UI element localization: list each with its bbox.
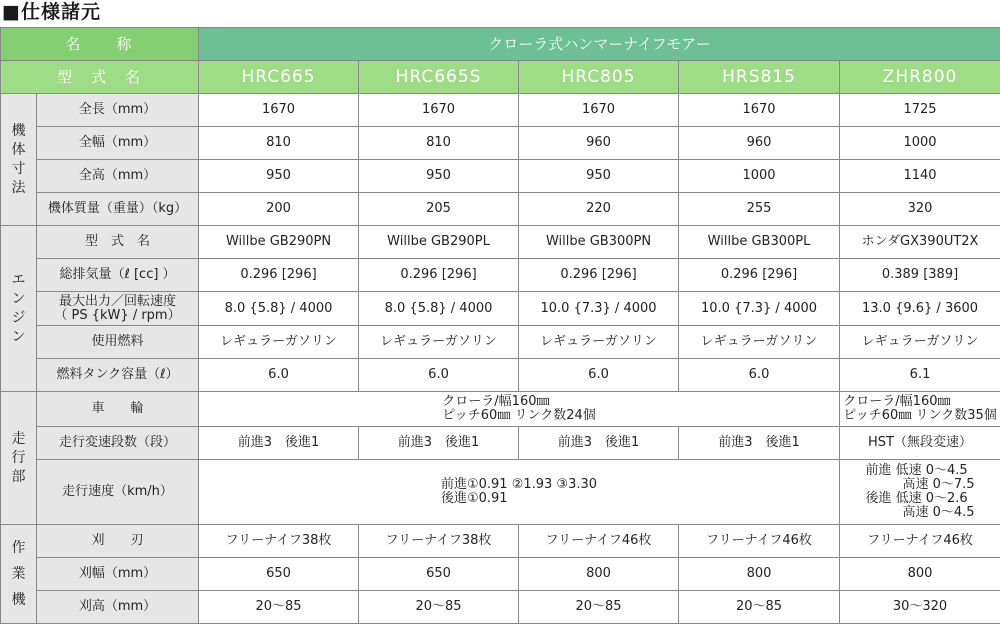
label-displacement: 総排気量（ℓ [cc] ）: [37, 259, 199, 292]
value-cell: 800: [679, 558, 840, 591]
row-gears: [1, 427, 1000, 460]
product-name: クローラ式ハンマーナイフモアー: [199, 28, 1000, 61]
label-cut-width: 刈幅（mm）: [37, 558, 199, 591]
value-cell: フリーナイフ46枚: [519, 525, 679, 558]
value-cell: 10.0 {7.3} / 4000: [679, 292, 840, 326]
value-cell: 200: [199, 193, 359, 226]
value-cell: 20～85: [519, 591, 679, 624]
model-zhr800: ZHR800: [840, 61, 1000, 94]
value-cell: 650: [199, 558, 359, 591]
label-power: 最大出力／回転速度 （ PS {kW} / rpm）: [37, 292, 199, 326]
row-power: [1, 292, 1000, 326]
value-cell: 10.0 {7.3} / 4000: [519, 292, 679, 326]
row-width: [1, 127, 1000, 160]
value-cell: 950: [199, 160, 359, 193]
value-cell: 6.0: [679, 359, 840, 392]
value-cell: 1670: [679, 94, 840, 127]
value-cell: 6.1: [840, 359, 1000, 392]
value-cell: 960: [519, 127, 679, 160]
value-cell: Willbe GB290PN: [199, 226, 359, 259]
value-cell: フリーナイフ38枚: [359, 525, 519, 558]
row-cut-width: [1, 558, 1000, 591]
value-cell: 320: [840, 193, 1000, 226]
value-cell: 8.0 {5.8} / 4000: [359, 292, 519, 326]
value-cell: 0.296 [296]: [679, 259, 840, 292]
value-cell-wheel-shared: クローラ/幅160㎜ ピッチ60㎜ リンク数24個: [199, 392, 840, 427]
row-length: [1, 94, 1000, 127]
value-cell: 0.296 [296]: [199, 259, 359, 292]
value-cell: 1000: [840, 127, 1000, 160]
row-blade: [1, 525, 1000, 558]
value-cell: 1140: [840, 160, 1000, 193]
label-mass: 機体質量（重量）（kg）: [37, 193, 199, 226]
row-engine-model: [1, 226, 1000, 259]
value-cell: 8.0 {5.8} / 4000: [199, 292, 359, 326]
value-cell: レギュラーガソリン: [840, 326, 1000, 359]
label-blade: 刈 刃: [37, 525, 199, 558]
label-speed: 走行速度（km/h）: [37, 460, 199, 525]
value-cell: 前進3 後進1: [199, 427, 359, 460]
section-work: 作業機: [1, 525, 37, 624]
value-cell: 960: [679, 127, 840, 160]
value-cell: フリーナイフ38枚: [199, 525, 359, 558]
label-height: 全高（mm）: [37, 160, 199, 193]
value-cell: 前進3 後進1: [519, 427, 679, 460]
name-row: [1, 28, 1000, 61]
model-header: 型 式 名: [1, 61, 199, 94]
value-cell: 800: [519, 558, 679, 591]
value-cell: 20～85: [679, 591, 840, 624]
row-displacement: [1, 259, 1000, 292]
value-cell: 1670: [519, 94, 679, 127]
value-cell: 前進3 後進1: [679, 427, 840, 460]
value-cell: 6.0: [519, 359, 679, 392]
value-cell: 810: [359, 127, 519, 160]
row-height: [1, 160, 1000, 193]
value-cell: 0.296 [296]: [519, 259, 679, 292]
value-cell-wheel-zhr: クローラ/幅160㎜ ピッチ60㎜ リンク数35個: [840, 392, 1000, 427]
value-cell: 6.0: [359, 359, 519, 392]
label-gears: 走行変速段数（段）: [37, 427, 199, 460]
label-length: 全長（mm）: [37, 94, 199, 127]
value-cell: 255: [679, 193, 840, 226]
model-hrs815: HRS815: [679, 61, 840, 94]
row-mass: [1, 193, 1000, 226]
value-cell-speed-zhr: 前進 低速 0～4.5 高速 0～7.5 後進 低速 0～2.6 高速 0～4.5: [840, 460, 1000, 525]
value-cell: 1725: [840, 94, 1000, 127]
model-hrc665: HRC665: [199, 61, 359, 94]
value-cell: 220: [519, 193, 679, 226]
value-cell: 205: [359, 193, 519, 226]
row-cut-height: [1, 591, 1000, 624]
label-engine-model: 型 式 名: [37, 226, 199, 259]
page-title: ■仕様諸元: [2, 1, 101, 23]
row-tank: [1, 359, 1000, 392]
value-cell: 前進3 後進1: [359, 427, 519, 460]
value-cell: レギュラーガソリン: [519, 326, 679, 359]
section-travel: 走行部: [1, 392, 37, 525]
value-cell: Willbe GB300PL: [679, 226, 840, 259]
value-cell: 810: [199, 127, 359, 160]
value-cell: HST（無段変速）: [840, 427, 1000, 460]
value-cell: 20～85: [359, 591, 519, 624]
value-cell: Willbe GB290PL: [359, 226, 519, 259]
label-width: 全幅（mm）: [37, 127, 199, 160]
value-cell: フリーナイフ46枚: [679, 525, 840, 558]
value-cell: 0.389 [389]: [840, 259, 1000, 292]
value-cell: ホンダGX390UT2X: [840, 226, 1000, 259]
value-cell: フリーナイフ46枚: [840, 525, 1000, 558]
value-cell: Willbe GB300PN: [519, 226, 679, 259]
value-cell: 0.296 [296]: [359, 259, 519, 292]
value-cell: 800: [840, 558, 1000, 591]
value-cell: 950: [519, 160, 679, 193]
section-engine: エンジン: [1, 226, 37, 392]
value-cell: 1000: [679, 160, 840, 193]
label-wheel: 車 輪: [37, 392, 199, 427]
value-cell: 6.0: [199, 359, 359, 392]
value-cell: 20～85: [199, 591, 359, 624]
value-cell-speed-shared: 前進①0.91 ②1.93 ③3.30 後進①0.91: [199, 460, 840, 525]
value-cell: 13.0 {9.6} / 3600: [840, 292, 1000, 326]
model-hrc665s: HRC665S: [359, 61, 519, 94]
row-fuel: [1, 326, 1000, 359]
label-fuel: 使用燃料: [37, 326, 199, 359]
value-cell: レギュラーガソリン: [199, 326, 359, 359]
section-body-dimensions: 機体寸法: [1, 94, 37, 226]
value-cell: 30～320: [840, 591, 1000, 624]
label-cut-height: 刈高（mm）: [37, 591, 199, 624]
label-tank: 燃料タンク容量（ℓ）: [37, 359, 199, 392]
value-cell: 650: [359, 558, 519, 591]
value-cell: 1670: [199, 94, 359, 127]
spec-table: [0, 27, 1000, 624]
model-row: [1, 61, 1000, 94]
name-header: 名 称: [1, 28, 199, 61]
value-cell: レギュラーガソリン: [359, 326, 519, 359]
value-cell: レギュラーガソリン: [679, 326, 840, 359]
row-wheel: [1, 392, 1000, 427]
value-cell: 1670: [359, 94, 519, 127]
value-cell: 950: [359, 160, 519, 193]
row-speed: [1, 460, 1000, 525]
model-hrc805: HRC805: [519, 61, 679, 94]
